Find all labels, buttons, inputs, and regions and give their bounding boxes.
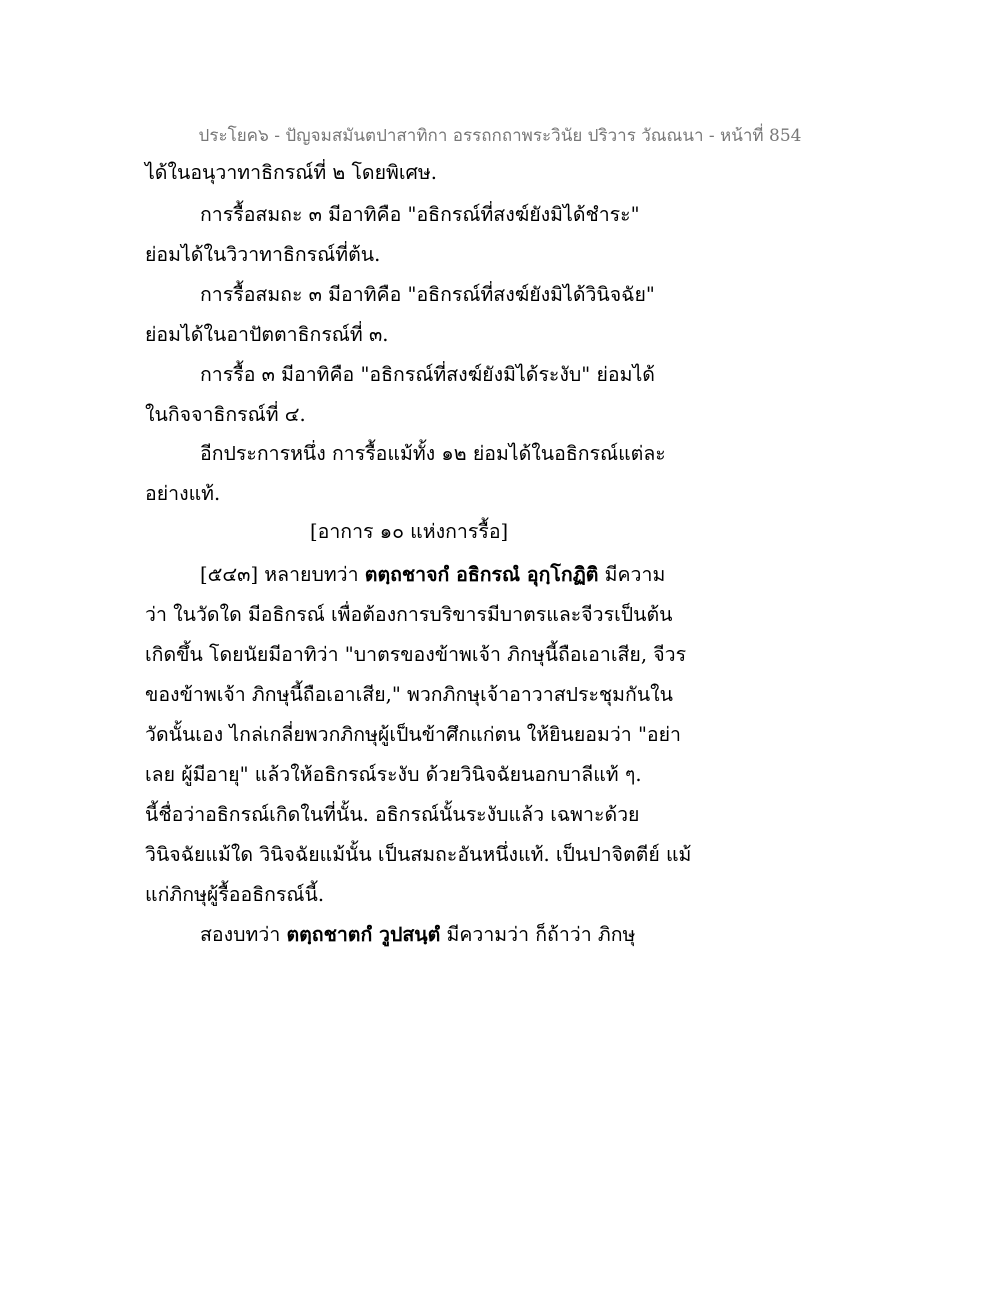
text-line: ของข้าพเจ้า ภิกษุนี้ถือเอาเสีย," พวกภิกษุเจ้าอาวาสประชุมกันใน	[145, 683, 674, 706]
text-line: เลย ผู้มีอายุ" แล้วให้อธิกรณ์ระงับ ด้วยวินิจฉัยนอกบาลีแท้ ๆ.	[145, 763, 642, 786]
text-line: วินิจฉัยแม้ใด วินิจฉัยแม้นั้น เป็นสมถะอันหนึ่งแท้. เป็นปาจิตตีย์ แม้	[145, 843, 692, 866]
text-line: ย่อมได้ในวิวาทาธิกรณ์ที่ต้น.	[145, 243, 381, 266]
paragraph-number: [๕๔๓] หลายบทว่า	[200, 563, 365, 586]
text-line: วัดนั้นเอง ไกล่เกลี่ยพวกภิกษุผู้เป็นข้าศึกแก่ตน ให้ยินยอมว่า "อย่า	[145, 723, 682, 746]
text-segment: สองบทว่า	[200, 923, 287, 946]
text-line: การรื้อสมถะ ๓ มีอาทิคือ "อธิกรณ์ที่สงฆ์ยังมิได้วินิจฉัย"	[200, 283, 655, 306]
section-heading: [อาการ ๑๐ แห่งการรื้อ]	[310, 520, 509, 543]
text-line: อีกประการหนึ่ง การรื้อแม้ทั้ง ๑๒ ย่อมได้ในอธิกรณ์แต่ละ	[200, 442, 666, 465]
text-line: ได้ในอนุวาทาธิกรณ์ที่ ๒ โดยพิเศษ.	[145, 161, 437, 184]
pali-term: ตตฺถชาจกํ อธิกรณํ อุกฺโกฏิติ	[364, 563, 599, 586]
last-line	[200, 925, 635, 945]
text-line: ย่อมได้ในอาปัตตาธิกรณ์ที่ ๓.	[145, 323, 389, 346]
text-line: นี้ชื่อว่าอธิกรณ์เกิดในที่นั้น. อธิกรณ์นั้นระงับแล้ว เฉพาะด้วย	[145, 803, 640, 826]
text-segment: มีความว่า ก็ถ้าว่า ภิกษุ	[440, 923, 636, 946]
text-line: อย่างแท้.	[145, 482, 221, 505]
text-line: ในกิจจาธิกรณ์ที่ ๔.	[145, 403, 306, 426]
text-line: แก่ภิกษุผู้รื้ออธิกรณ์นี้.	[145, 883, 325, 906]
text-line: ว่า ในวัดใด มีอธิกรณ์ เพื่อต้องการบริขารมีบาตรและจีวรเป็นต้น	[145, 603, 673, 626]
text-line: การรื้อ ๓ มีอาทิคือ "อธิกรณ์ที่สงฆ์ยังมิได้ระงับ" ย่อมได้	[200, 363, 655, 386]
paragraph-543-first-line	[200, 565, 665, 585]
text-line: เกิดขึ้น โดยนัยมีอาทิว่า "บาตรของข้าพเจ้า ภิกษุนี้ถือเอาเสีย, จีวร	[145, 643, 687, 666]
text-line: การรื้อสมถะ ๓ มีอาทิคือ "อธิกรณ์ที่สงฆ์ยังมิได้ชำระ"	[200, 203, 640, 226]
pali-term: ตตฺถชาตกํ วูปสนฺตํ	[286, 923, 441, 946]
text-segment: มีความ	[598, 563, 666, 586]
page-header: ประโยค๖ - ปัญจมสมันตปาสาทิกา อรรถกถาพระวินัย ปริวาร วัณณนา - หน้าที่ 854	[198, 126, 802, 146]
